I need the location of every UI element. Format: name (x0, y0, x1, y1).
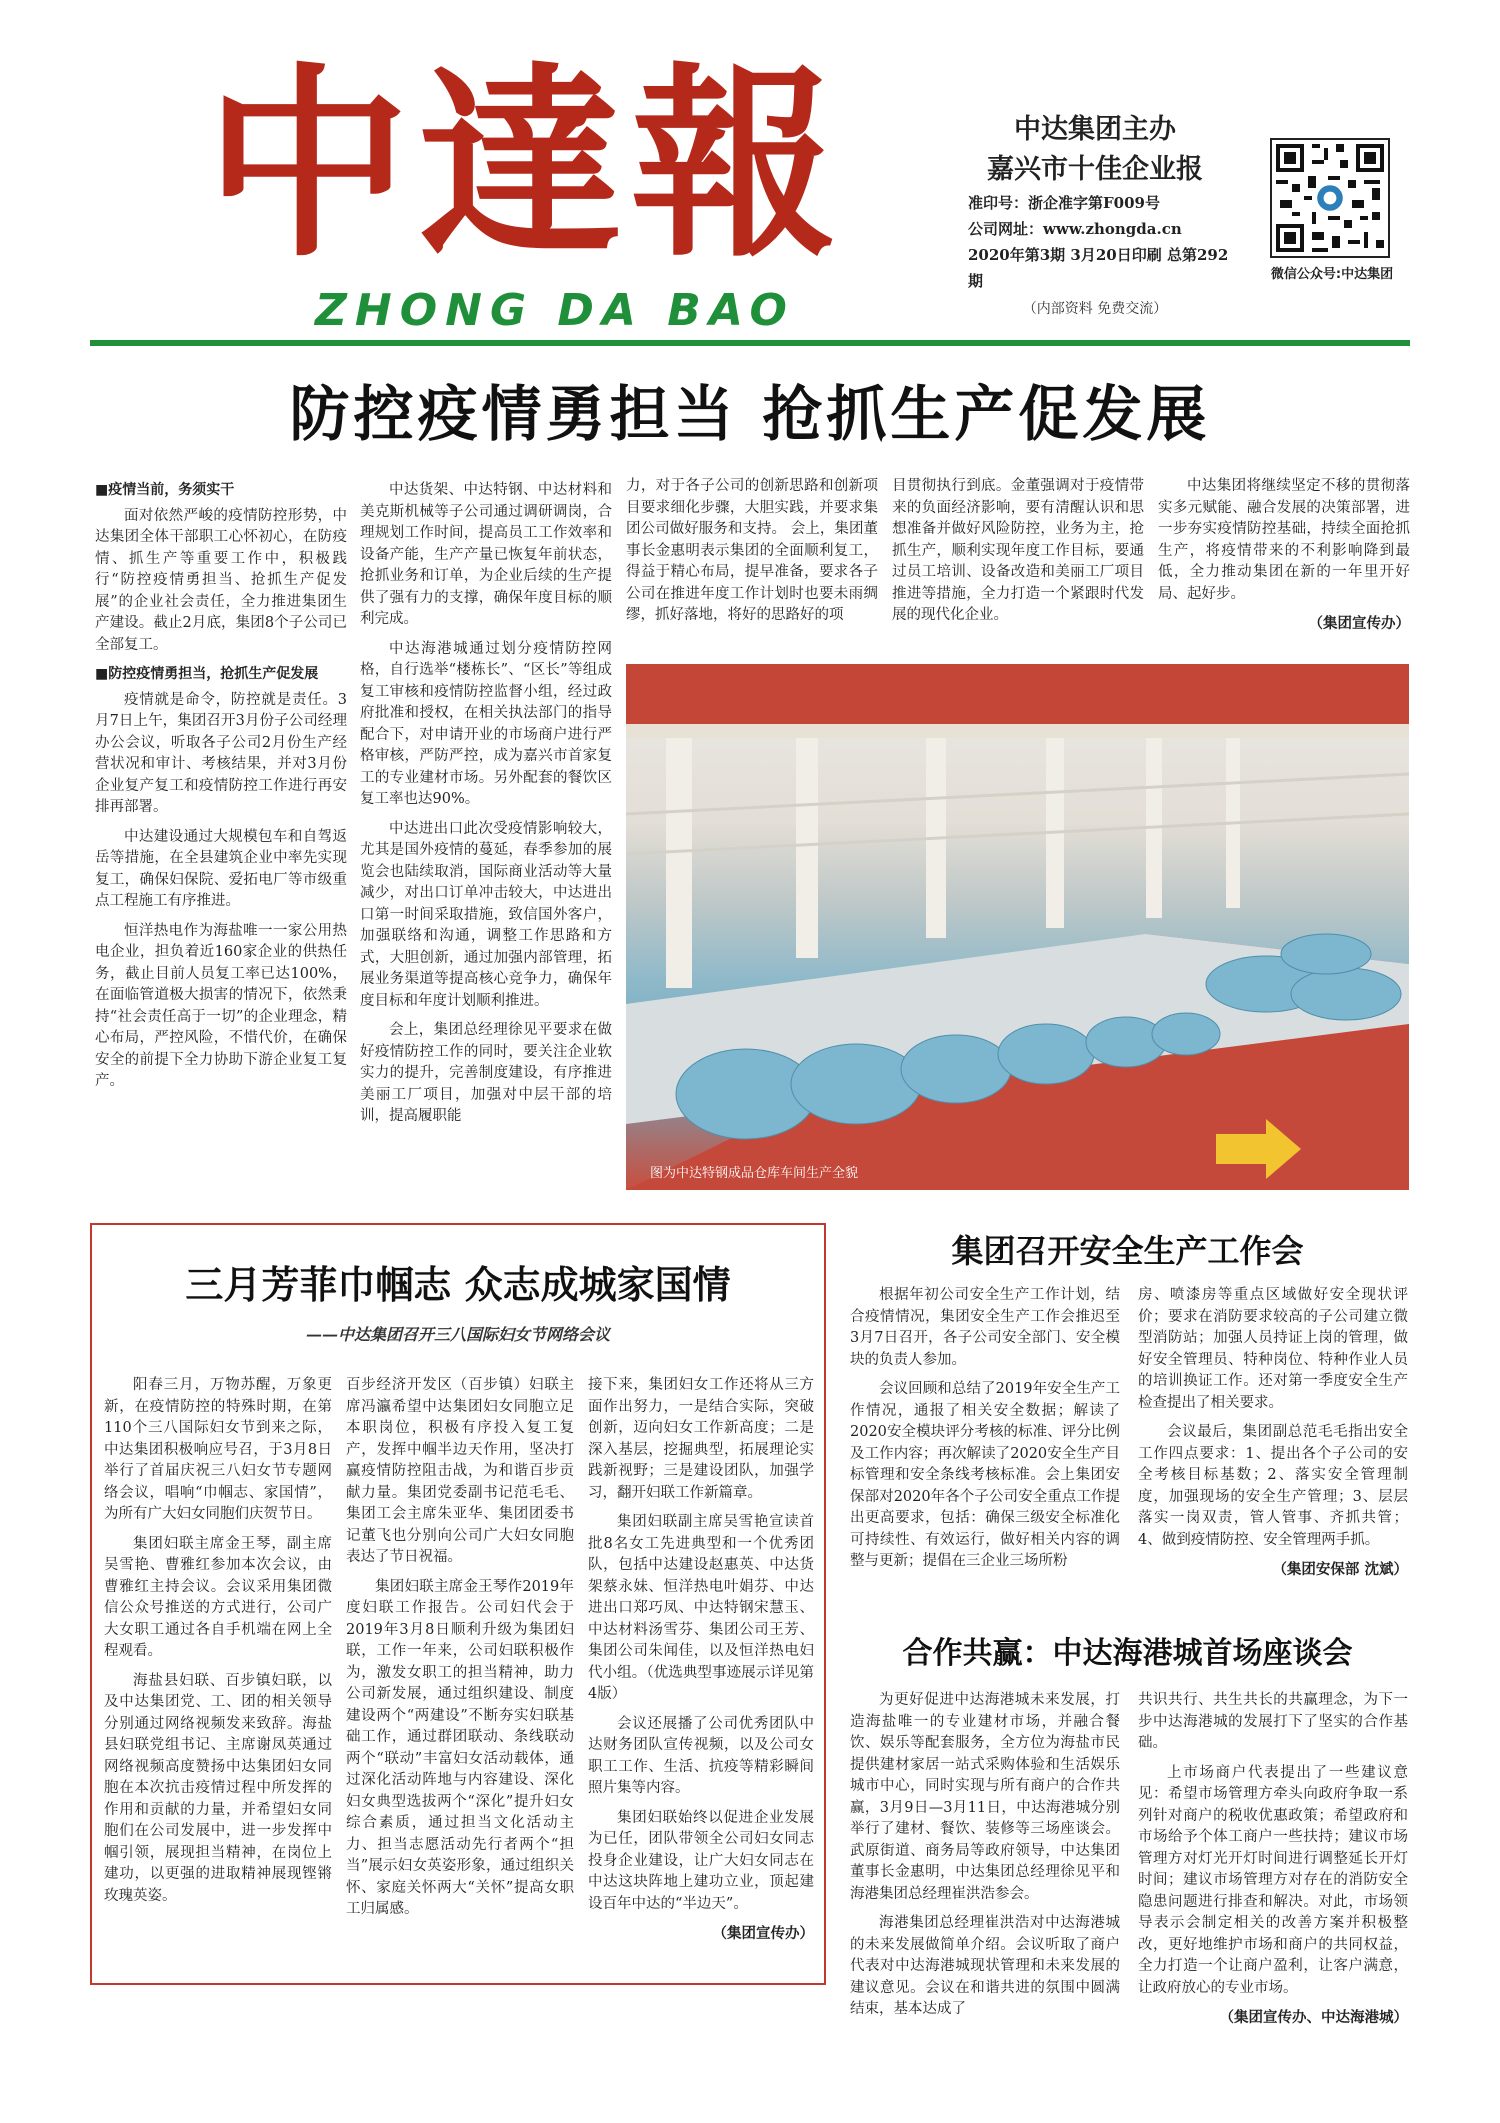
lead-paragraph: 疫情就是命令，防控就是责任。3月7日上午，集团召开3月份子公司经理办公会议，听取各子公司2月份生产经营状况和审计、考核结果，并对3月份企业复产复工和疫情防控工作进行再安排再部署。 (95, 691, 347, 815)
main-headline: 防控疫情勇担当 抢抓生产促发展 (289, 380, 1211, 450)
article-credit: （集团安保部 沈斌） (1272, 1561, 1408, 1578)
lead-paragraph: 力，对于各子公司的创新思路和创新项目要求细化步骤，大胆实践，并要求集团公司做好服务和支持。 会上，集团董事长金惠明表示集团的全面顺利复工，得益于精心布局，提早准备，要求各子公司在推进年度工作计划时也要未雨绸缪，抓好落地，将好的思路好的项 (626, 478, 878, 623)
article-paragraph: 集团妇联主席金王琴作2019年度妇联工作报告。公司妇代会于2019年3月8日顺利升级为集团妇联，工作一年来，公司妇联积极作为，激发女职工的担当精神，助力公司新发展，通过组织建设、制度建设两个“两建设”不断夯实妇联基础工作，通过群团联动、条线联动两个“联动”丰富妇女活动载体，通过深化活动阵地与内容建设、深化妇女典型选拔两个“深化”提升妇女综合素质，通过担当文化活动主力、担当志愿活动先行者两个“担当”展示妇女英姿形象，通过组织关怀、家庭关怀两大“关怀”提高女职工归属感。 (346, 1578, 574, 1917)
article-paragraph: 海港集团总经理崔洪浩对中达海港城的未来发展做简单介绍。会议听取了商户代表对中达海港城现状管理和未来发展的建议意见。会议在和谐共进的氛围中圆满结束，基本达成了 (850, 1915, 1120, 2017)
article-paragraph: 接下来，集团妇女工作还将从三方面作出努力，一是结合实际，突破创新，迈向妇女工作新高度；二是深入基层，挖掘典型，拓展理论实践新视野；三是建设团队，加强学习，翻开妇联工作新篇章。 (588, 1377, 814, 1501)
lead-column-3 (626, 476, 878, 635)
lead-column-5 (1158, 476, 1410, 643)
lead-subheading-2: ■防控疫情勇担当，抢抓生产促发展 (95, 666, 319, 682)
website-link[interactable]: 公司网址：www.zhongda.cn (968, 220, 1182, 238)
womens-day-title: 三月芳菲巾帼志 众志成城家国情 (185, 1263, 731, 1307)
issue-info: 2020年第3期 3月20日印刷 总第292期 (968, 246, 1229, 290)
article-paragraph: 海盐县妇联、百步镇妇联，以及中达集团党、工、团的相关领导分别通过网络视频发来致辞。海盐县妇联党组书记、主席谢凤英通过网络视频高度赞扬中达集团妇女同胞在本次抗击疫情过程中所发挥的作用和贡献的力量，并希望妇女同胞们在公司发展中，进一步发挥中帼引领，展现担当精神，在岗位上建功，以更强的进取精神展现铿锵玫瑰英姿。 (104, 1672, 332, 1904)
permit-number: 准印号：浙企准字第F009号 (968, 194, 1160, 212)
lead-paragraph: 中达进出口此次受疫情影响较大，尤其是国外疫情的蔓延，春季参加的展览会也陆续取消，国际商业活动等大量减少，对出口订单冲击较大，中达进出口第一时间采取措施，致信国外客户，加强联络和沟通，调整工作思路和方式，大胆创新，通过加强内部管理，拓展业务渠道等提高核心竞争力，确保年度目标和年度计划顺利推进。 (360, 820, 612, 1009)
article-paragraph: 共识共行、共生共长的共赢理念，为下一步中达海港城的发展打下了坚实的合作基础。 (1138, 1692, 1408, 1751)
lead-column-2 (360, 480, 612, 1136)
lead-paragraph: 中达货架、中达特钢、中达材料和美克斯机械等子公司通过调研调岗，合理规划工作时间，提高员工工作效率和设备产能，生产产量已恢复年前状态，抢抓业务和订单，为企业后续的生产提供了强有力的支撑，确保年度目标的顺利完成。 (360, 482, 612, 627)
article-credit: （集团宣传办） (712, 1925, 814, 1942)
article-credit: （集团宣传办） (1308, 615, 1410, 632)
qr-code-icon[interactable] (1270, 138, 1390, 258)
womens-column-3 (588, 1375, 814, 1953)
lead-paragraph: 目贯彻执行到底。金董强调对于疫情带来的负面经济影响，要有清醒认识和思想准备并做好风险防控，业务为主，抢抓生产，顺利实现年度工作目标，要通过员工培训、设备改造和美丽工厂项目推进等措施，全力打造一个紧跟时代发展的现代化企业。 (892, 478, 1144, 623)
newspaper-logo: 中達報 (205, 45, 844, 285)
masthead-info (960, 110, 1230, 320)
lead-column-1 (95, 480, 347, 1101)
article-paragraph: 会议还展播了公司优秀团队中达财务团队宣传视频，以及公司女职工工作、生活、抗疫等精彩瞬间照片集等内容。 (588, 1715, 814, 1796)
article-credit: （集团宣传办、中达海港城） (1219, 2009, 1408, 2026)
article-paragraph: 为更好促进中达海港城未来发展，打造海盐唯一的专业建材市场，并融合餐饮、娱乐等配套服务，全方位为海盐市民提供建材家居一站式采购体验和生活娱乐城市中心，同时实现与所有商户的合作共赢，3月9日—3月11日，中达海港城分别举行了建材、餐饮、装修等三场座谈会。武原街道、商务局等政府领导，中达集团董事长金惠明，中达集团总经理徐见平和海港集团总经理崔洪浩参会。 (850, 1692, 1120, 1902)
harbor-column-2 (1138, 1690, 1408, 2037)
lead-paragraph: 中达海港城通过划分疫情防控网格，自行选举“楼栋长”、“区长”等组成复工审核和疫情防控监督小组，经过政府批准和授权，在相关执法部门的指导配合下，对申请开业的市场商户进行严格审核，严防严控，成为嘉兴市首家复工的专业建材市场。另外配套的餐饮区复工率也达90%。 (360, 640, 612, 807)
lead-paragraph: 中达建设通过大规模包车和自驾返岳等措施，在全县建筑企业中率先实现复工，确保妇保院、爱拓电厂等市级重点工程施工有序推进。 (95, 828, 347, 909)
qr-caption: 微信公众号:中达集团 (1270, 267, 1394, 282)
womens-day-subtitle: ——中达集团召开三八国际妇女节网络会议 (305, 1325, 610, 1344)
womens-column-2 (346, 1375, 574, 1929)
harbor-title: 合作共赢：中达海港城首场座谈会 (902, 1636, 1353, 1671)
article-paragraph: 房、喷漆房等重点区域做好安全现状评价；要求在消防要求较高的子公司建立微型消防站；加强人员持证上岗的管理，做好安全管理员、特种岗位、特种作业人员的培训换证工作。还对第一季度安全生产检查提出了相关要求。 (1138, 1287, 1408, 1411)
lead-paragraph: 恒洋热电作为海盐唯一一家公用热电企业，担负着近160家企业的供热任务，截止目前人员复工率已达100%，在面临管道极大损害的情况下，依然秉持“社会责任高于一切”的企业理念，精心布局，严控风险，不惜代价，在确保安全的前提下全力协助下游企业复工复产。 (95, 922, 347, 1089)
safety-column-1 (850, 1285, 1120, 1581)
article-paragraph: 上市场商户代表提出了一些建议意见：希望市场管理方牵头向政府争取一系列针对商户的税收优惠政策；希望政府和市场给予个体工商户一些扶持；建议市场管理方对灯光开灯时间进行调整延长开灯时间；建议市场管理方对存在的消防安全隐患问题进行排查和解决。对此，市场领导表示会制定相关的改善方案并积极整改，更好地维护市场和商户的共同权益，全力打造一个让商户盈利，让客户满意，让政府放心的专业市场。 (1138, 1764, 1408, 1996)
lead-paragraph: 会上，集团总经理徐见平要求在做好疫情防控工作的同时，要关注企业软实力的提升，完善制度建设，有序推进美丽工厂项目，加强对中层干部的培训，提高履职能 (360, 1022, 612, 1124)
lead-subheading-1: ■疫情当前，务须实干 (95, 482, 235, 498)
safety-title: 集团召开安全生产工作会 (951, 1232, 1304, 1270)
lead-paragraph: 中达集团将继续坚定不移的贯彻落实多元赋能、融合发展的决策部署，进一步夯实疫情防控基础，持续全面抢抓生产，将疫情带来的不利影响降到最低，全力推动集团在新的一年里开好局、起好步。 (1158, 478, 1410, 602)
safety-column-2 (1138, 1285, 1408, 1589)
article-paragraph: 集团妇联始终以促进企业发展为已任，团队带领全公司妇女同志投身企业建设，让广大妇女同志在中达这块阵地上建功立业，顶起建设百年中达的“半边天”。 (588, 1809, 814, 1912)
harbor-column-1 (850, 1690, 1120, 2029)
photo-caption: 图为中达特钢成品仓库车间生产全貌 (650, 1166, 859, 1181)
article-paragraph: 根据年初公司安全生产工作计划，结合疫情情况，集团安全生产工作会推迟至3月7日召开，各子公司安全部门、安全模块的负责人参加。 (850, 1287, 1120, 1368)
lead-paragraph: 面对依然严峻的疫情防控形势，中达集团全体干部职工心怀初心，在防疫情、抓生产等重要工作中，积极践行“防控疫情勇担当、抢抓生产促发展”的企业社会责任，全力推进集团生产建设。截止2月底，集团8个子公司已全部复工。 (95, 507, 347, 653)
article-paragraph: 集团妇联主席金王琴，副主席吴雪艳、曹雅红参加本次会议，由曹雅红主持会议。会议采用集团微信公众号推送的方式进行，公司广大女职工通过各自手机端在网上全程观看。 (104, 1535, 332, 1659)
lead-column-4 (892, 476, 1144, 635)
sponsor-line: 中达集团主办 (1014, 114, 1176, 145)
article-paragraph: 阳春三月，万物苏醒，万象更新，在疫情防控的特殊时期，在第110个三八国际妇女节到来之际，中达集团积极响应号召，于3月8日举行了首届庆祝三八妇女节专题网络会议，唱响“巾帼志、家国情”，为所有广大妇女同胞们庆贺节日。 (104, 1377, 332, 1522)
article-paragraph: 会议最后，集团副总范毛毛指出安全工作四点要求：1、提出各个子公司的安全考核目标基数；2、落实安全管理制度，加强现场的安全生产管理；3、层层落实一岗双责，管人管事、齐抓共管；4、做到疫情防控、安全管理两手抓。 (1138, 1424, 1408, 1548)
article-paragraph: 集团妇联副主席吴雪艳宣读首批8名女工先进典型和一个优秀团队，包括中达建设赵惠英、中达货架蔡永妹、恒洋热电叶娟芬、中达进出口郑巧凤、中达特钢宋慧玉、中达材料汤雪芬、集团公司王芳、集团公司朱闻佳，以及恒洋热电妇代小组。（优选典型事迹展示详见第4版） (588, 1514, 814, 1702)
internal-note: （内部资料 免费交流） (1022, 301, 1168, 317)
factory-photo (626, 664, 1409, 1190)
award-line: 嘉兴市十佳企业报 (987, 154, 1203, 185)
article-paragraph: 会议回顾和总结了2019年安全生产工作情况，通报了相关安全数据；解读了2020安全模块评分考核的标准、评分比例及工作内容；再次解读了2020安全生产目标管理和安全条线考核标准。会上集团安保部对2020年各个子公司安全重点工作提出更高要求，包括：确保三级安全标准化可持续性、有效运行，做好相关内容的调整与更新；提倡在三企业三场所粉 (850, 1381, 1120, 1569)
logo-pinyin: ZHONG DA BAO (315, 285, 795, 336)
womens-column-1 (104, 1375, 332, 1915)
masthead-divider (90, 340, 1410, 346)
article-paragraph: 百步经济开发区（百步镇）妇联主席冯瀛希望中达集团妇女同胞立足本职岗位，积极有序投入复工复产，发挥中帼半边天作用，坚决打赢疫情防控阻击战，为和谐百步贡献力量。集团党委副书记范毛毛、集团工会主席朱亚华、集团团委书记董飞也分别向公司广大妇女同胞表达了节日祝福。 (346, 1377, 574, 1565)
